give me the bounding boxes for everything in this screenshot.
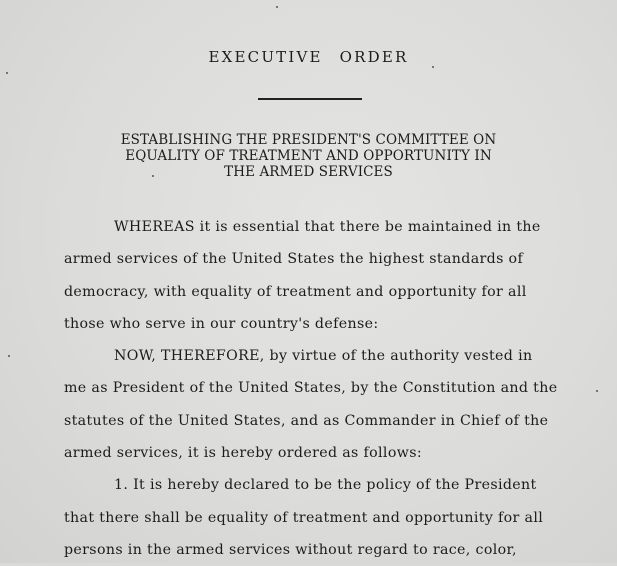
body-line: democracy, with equality of treatment and opportunity for all [64,283,527,300]
subtitle-line: EQUALITY OF TREATMENT AND OPPORTUNITY IN [125,148,492,164]
scan-speck [8,355,10,357]
body-line: 1. It is hereby declared to be the policy of the President [114,477,537,494]
body-line: me as President of the United States, by the Constitution and the [64,380,558,397]
document-body [64,211,594,566]
document-title: EXECUTIVE ORDER [208,48,409,66]
body-line: those who serve in our country's defense: [64,315,379,332]
scan-speck [276,6,278,8]
scan-speck [6,72,8,74]
document-subtitle [0,132,617,180]
body-line: WHEREAS it is essential that there be maintained in the [114,219,541,235]
body-line: armed services of the United States the highest standards of [64,251,524,268]
body-line: persons in the armed services without regard to race, color, [64,541,517,558]
scan-speck [432,66,434,68]
subtitle-line: THE ARMED SERVICES [224,164,393,180]
body-line: armed services, it is hereby ordered as follows: [64,445,422,462]
body-line: that there shall be equality of treatment and opportunity for all [64,509,544,526]
body-line: NOW, THEREFORE, by virtue of the authority vested in [114,348,533,365]
scan-speck [152,175,154,177]
title-rule [258,98,362,100]
subtitle-line: ESTABLISHING THE PRESIDENT'S COMMITTEE ON [120,132,497,148]
body-line: statutes of the United States, and as Commander in Chief of the [64,412,549,429]
scan-speck [596,390,598,392]
